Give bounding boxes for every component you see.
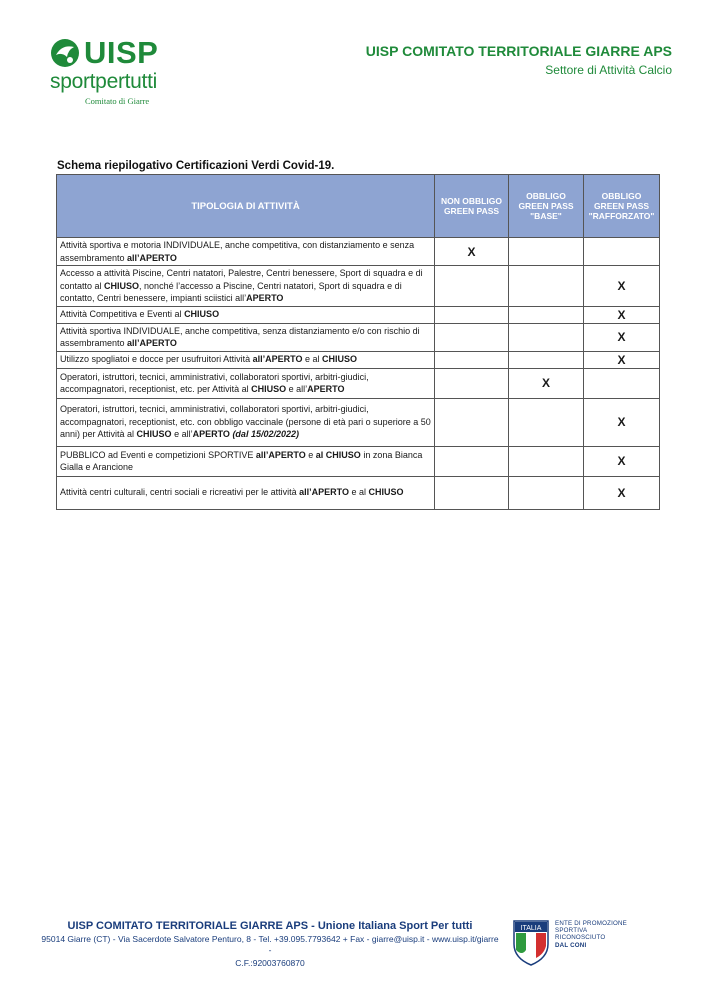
activity-cell: Accesso a attività Piscine, Centri natatori, Palestre, Centri benessere, Sport di squadra e di contatto al CHIUSO, nonché l’accesso a Piscine, Centri natatori, Sport di squadra e di contatto, Centri benessere, impianti sciistici all’APERTO: [57, 266, 435, 307]
table-row: [57, 476, 660, 509]
base-cell: [509, 238, 584, 266]
base-cell: [509, 446, 584, 476]
table-row: [57, 238, 660, 266]
coni-line: ENTE DI PROMOZIONE: [555, 920, 628, 927]
green-pass-table: [56, 174, 660, 510]
table-row: [57, 446, 660, 476]
activity-cell: Operatori, istruttori, tecnici, amministrativi, collaboratori sportivi, arbitri-giudici, accompagnatori, receptionist, etc. per Attività al CHIUSO e all’APERTO: [57, 368, 435, 398]
uisp-logo: [50, 35, 200, 126]
header-no-green-pass: NON OBBLIGO GREEN PASS: [435, 175, 509, 238]
organization-title: UISP COMITATO TERRITORIALE GIARRE APS: [365, 43, 672, 59]
activity-cell: PUBBLICO ad Eventi e competizioni SPORTIVE all’APERTO e al CHIUSO in zona Bianca Gialla e Arancione: [57, 446, 435, 476]
footer: [40, 920, 500, 969]
no-green-pass-cell: [435, 398, 509, 446]
rafforzato-cell: X: [584, 266, 660, 307]
logo-wordmark: UISP: [84, 35, 159, 70]
table-row: [57, 398, 660, 446]
coni-line: RICONOSCIUTO: [555, 934, 606, 942]
coni-text: [555, 920, 627, 966]
table-row: [57, 351, 660, 368]
rafforzato-cell: [584, 368, 660, 398]
schema-title: Schema riepilogativo Certificazioni Verdi Covid-19.: [57, 160, 335, 172]
rafforzato-cell: X: [584, 446, 660, 476]
activity-cell: Attività centri culturali, centri sociali e ricreativi per le attività all’APERTO e al CHIUSO: [57, 476, 435, 509]
activity-cell: Attività sportiva INDIVIDUALE, anche competitiva, senza distanziamento e/o con rischio di assembramento all’APERTO: [57, 323, 435, 351]
table-row: [57, 266, 660, 307]
no-green-pass-cell: [435, 476, 509, 509]
activity-cell: Attività sportiva e motoria INDIVIDUALE, anche competitiva, con distanziamento e senza assembramento all’APERTO: [57, 238, 435, 266]
italia-shield-icon: [513, 920, 549, 966]
base-cell: [509, 306, 584, 323]
coni-line: SPORTIVA: [555, 927, 588, 935]
footer-fiscal-code: C.F.:92003760870: [235, 958, 305, 968]
base-cell: [509, 323, 584, 351]
no-green-pass-cell: [435, 446, 509, 476]
base-cell: X: [509, 368, 584, 398]
table-header-row: [57, 175, 660, 238]
rafforzato-cell: X: [584, 476, 660, 509]
coni-line: DAL CONI: [555, 941, 587, 949]
logo-subtitle: Comitato di Giarre: [85, 96, 150, 106]
activity-cell: Utilizzo spogliatoi e docce per usufruitori Attività all’APERTO e al CHIUSO: [57, 351, 435, 368]
italia-label: ITALIA: [520, 925, 542, 932]
no-green-pass-cell: [435, 266, 509, 307]
no-green-pass-cell: X: [435, 238, 509, 266]
table-row: [57, 306, 660, 323]
rafforzato-cell: X: [584, 323, 660, 351]
footer-address: 95014 Giarre (CT) - Via Sacerdote Salvatore Penturo, 8 - Tel. +39.095.7793642 + Fax - giarre@uisp.it - www.uisp.it/giarre -: [41, 934, 499, 955]
organization-sector: Settore di Attività Calcio: [545, 63, 672, 77]
rafforzato-cell: X: [584, 351, 660, 368]
rafforzato-cell: X: [584, 398, 660, 446]
header-green-pass-rafforzato: OBBLIGO GREEN PASS "RAFFORZATO": [584, 175, 660, 238]
coni-recognition: [513, 920, 627, 966]
header-green-pass-base: OBBLIGO GREEN PASS "BASE": [509, 175, 584, 238]
uisp-emblem-icon: [50, 38, 80, 68]
base-cell: [509, 398, 584, 446]
no-green-pass-cell: [435, 351, 509, 368]
table-row: [57, 368, 660, 398]
base-cell: [509, 476, 584, 509]
base-cell: [509, 266, 584, 307]
base-cell: [509, 351, 584, 368]
no-green-pass-cell: [435, 368, 509, 398]
organization-header: [366, 43, 672, 77]
activity-cell: Attività Competitiva e Eventi al CHIUSO: [57, 306, 435, 323]
rafforzato-cell: [584, 238, 660, 266]
header-activity-type: TIPOLOGIA DI ATTIVITÀ: [57, 175, 435, 238]
footer-title: UISP COMITATO TERRITORIALE GIARRE APS - Unione Italiana Sport Per tutti: [67, 920, 473, 932]
table-row: [57, 323, 660, 351]
no-green-pass-cell: [435, 306, 509, 323]
activity-cell: Operatori, istruttori, tecnici, amministrativi, collaboratori sportivi, arbitri-giudici, accompagnatori, receptionist, etc. con obbligo vaccinale (persone di età pari o superiore a 50 anni) per Attività al CHIUSO e all’APERTO (dal 15/02/2022): [57, 398, 435, 446]
rafforzato-cell: X: [584, 306, 660, 323]
logo-tagline: sportpertutti: [50, 70, 157, 93]
no-green-pass-cell: [435, 323, 509, 351]
